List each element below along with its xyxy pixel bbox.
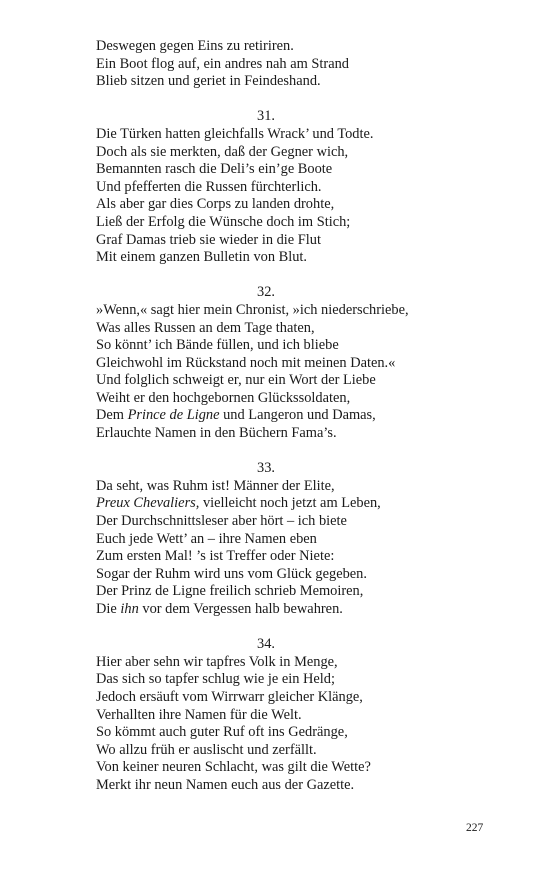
verse-line: Ein Boot flog auf, ein andres nah am Strand — [96, 55, 349, 72]
verse-text: vielleicht noch jetzt am Leben, — [199, 495, 381, 512]
verse-text: Bemannten rasch die Deli’s ein’ge Boote — [96, 161, 333, 178]
verse-line — [96, 495, 506, 513]
verse-text: Der Durchschnittsleser aber hört – ich biete — [96, 513, 347, 530]
verse-line — [96, 126, 506, 144]
poem-page — [96, 38, 506, 795]
verse-line — [96, 566, 506, 584]
verse-line — [96, 742, 506, 760]
verse-line — [96, 337, 506, 355]
verse-text: »Wenn,« sagt hier mein Chronist, »ich niederschriebe, — [96, 301, 409, 318]
verse-line — [96, 583, 506, 601]
verse-line — [96, 531, 506, 549]
stanza-number: 32. — [257, 284, 275, 301]
verse-line — [96, 425, 506, 443]
verse-text: Die Türken hatten gleichfalls Wrack’ und Todte. — [96, 125, 374, 142]
verse-line — [96, 513, 506, 531]
verse-text: und Langeron und Damas, — [219, 407, 376, 424]
stanza-fragment — [96, 38, 506, 91]
verse-text: Gleichwohl im Rückstand noch mit meinen Daten.« — [96, 354, 396, 371]
italic-text: Preux Chevaliers, — [96, 495, 200, 512]
verse-text: Dem — [96, 407, 128, 424]
verse-line — [96, 601, 506, 619]
verse-text: Als aber gar dies Corps zu landen drohte, — [96, 196, 335, 213]
verse-line — [96, 390, 506, 408]
stanza — [96, 460, 506, 618]
stanza-gap — [96, 91, 506, 109]
stanza-gap — [96, 443, 506, 461]
verse-text: So kömmt auch guter Ruf oft ins Gedränge, — [96, 724, 348, 741]
stanza-gap — [96, 619, 506, 637]
stanza-gap — [96, 267, 506, 285]
verse-text: Merkt ihr neun Namen euch aus der Gazette. — [96, 776, 355, 793]
stanza — [96, 108, 506, 266]
page-number: 227 — [466, 822, 484, 834]
verse-text: Und pfefferten die Russen fürchterlich. — [96, 178, 322, 195]
verse-text: Was alles Russen an dem Tage thaten, — [96, 319, 315, 336]
verse-line — [96, 320, 506, 338]
verse-text: Das sich so tapfer schlug wie je ein Held; — [96, 671, 335, 688]
verse-text: Verhallten ihre Namen für die Welt. — [96, 706, 302, 723]
italic-text: ihn — [120, 601, 139, 617]
stanza — [96, 636, 506, 794]
verse-line — [96, 232, 506, 250]
verse-text: Sogar der Ruhm wird uns vom Glück gegeben. — [96, 565, 367, 582]
verse-text: Euch jede Wett’ an – ihre Namen eben — [96, 530, 317, 547]
verse-text: So könnt’ ich Bände füllen, und ich bliebe — [96, 337, 339, 354]
verse-text: Erlauchte Namen in den Büchern Fama’s. — [96, 425, 337, 442]
verse-line — [96, 548, 506, 566]
verse-text: Und folglich schweigt er, nur ein Wort der Liebe — [96, 372, 376, 389]
verse-line — [96, 689, 506, 707]
verse-text: Doch als sie merkten, daß der Gegner wich, — [96, 143, 349, 160]
verse-line — [96, 161, 506, 179]
verse-line — [96, 777, 506, 795]
verse-line: Blieb sitzen und geriet in Feindeshand. — [96, 73, 321, 90]
verse-text: Hier aber sehn wir tapfres Volk in Menge, — [96, 653, 338, 670]
verse-text: Von keiner neuren Schlacht, was gilt die Wette? — [96, 759, 371, 776]
verse-text: Weiht er den hochgebornen Glückssoldaten, — [96, 389, 351, 406]
verse-line — [96, 372, 506, 390]
verse-text: Zum ersten Mal! ’s ist Treffer oder Niete: — [96, 548, 335, 565]
verse-line — [96, 724, 506, 742]
verse-line — [96, 355, 506, 373]
verse-line — [96, 179, 506, 197]
verse-line — [96, 654, 506, 672]
verse-text: Graf Damas trieb sie wieder in die Flut — [96, 231, 321, 248]
verse-text: vor dem Vergessen halb bewahren. — [138, 601, 343, 617]
verse-line: Deswegen gegen Eins zu retiriren. — [96, 38, 294, 54]
verse-text: Die — [96, 601, 121, 617]
verse-text: Mit einem ganzen Bulletin von Blut. — [96, 249, 308, 266]
stanza-list — [96, 91, 506, 795]
verse-text: Wo allzu früh er auslischt und zerfällt. — [96, 741, 317, 758]
verse-line — [96, 671, 506, 689]
italic-text: Prince de Ligne — [127, 407, 220, 424]
verse-line — [96, 707, 506, 725]
verse-line — [96, 214, 506, 232]
stanza-number: 33. — [257, 460, 275, 477]
verse-line — [96, 302, 506, 320]
stanza-number: 34. — [257, 636, 275, 653]
verse-text: Da seht, was Ruhm ist! Männer der Elite, — [96, 477, 335, 494]
verse-text: Der Prinz de Ligne freilich schrieb Memoiren, — [96, 583, 364, 600]
verse-line — [96, 144, 506, 162]
verse-line — [96, 759, 506, 777]
stanza — [96, 284, 506, 442]
stanza-number: 31. — [257, 108, 275, 125]
verse-line — [96, 478, 506, 496]
verse-text: Jedoch ersäuft vom Wirrwarr gleicher Klänge, — [96, 688, 363, 705]
verse-line — [96, 196, 506, 214]
verse-line — [96, 249, 506, 267]
verse-text: Ließ der Erfolg die Wünsche doch im Stich; — [96, 213, 351, 230]
verse-line — [96, 407, 506, 425]
